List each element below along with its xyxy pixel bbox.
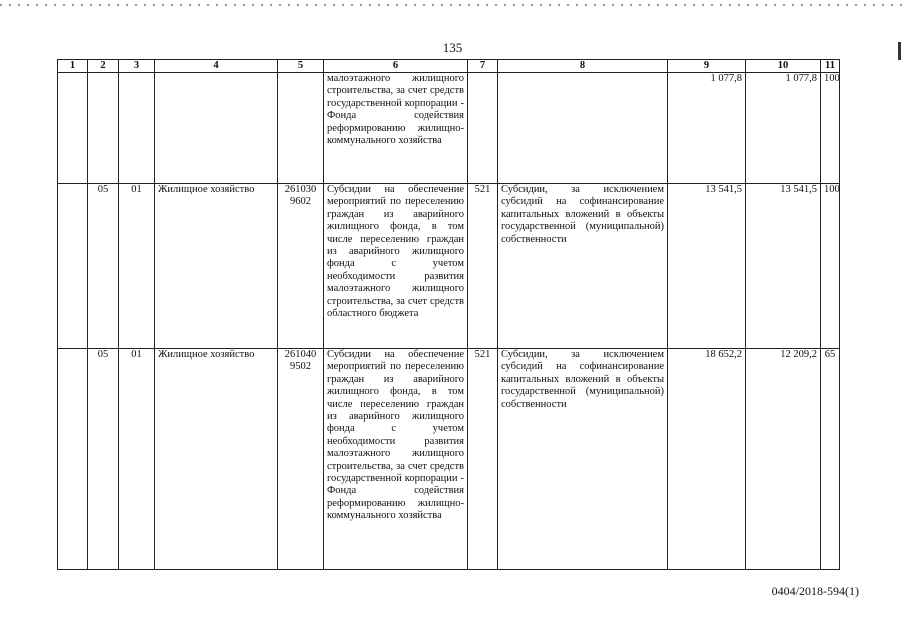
col-header-8: 8 <box>498 60 668 73</box>
col-header-3: 3 <box>119 60 155 73</box>
cell-subsection <box>119 73 155 184</box>
cell-subsection: 01 <box>119 349 155 570</box>
cell-executed: 12 209,2 <box>746 349 821 570</box>
col-header-9: 9 <box>668 60 746 73</box>
cell-1 <box>58 349 88 570</box>
cell-target-code <box>278 73 324 184</box>
cell-executed: 13 541,5 <box>746 184 821 349</box>
cell-executed: 1 077,8 <box>746 73 821 184</box>
cell-percent: 65 <box>821 349 840 570</box>
col-header-6: 6 <box>324 60 468 73</box>
col-header-1: 1 <box>58 60 88 73</box>
header-row <box>58 60 840 73</box>
cell-1 <box>58 184 88 349</box>
cell-planned: 13 541,5 <box>668 184 746 349</box>
table-row <box>58 73 840 184</box>
budget-table <box>57 59 840 570</box>
cell-target-code: 261030 9602 <box>278 184 324 349</box>
col-header-4: 4 <box>155 60 278 73</box>
cell-expense-name: Субсидии, за исключением субсидий на софинансирование капитальных вложений в объекты государственной (муниципальной) собственности <box>498 184 668 349</box>
cell-expense-name <box>498 73 668 184</box>
cell-target-code: 261040 9502 <box>278 349 324 570</box>
table-row <box>58 184 840 349</box>
cell-target-name: Субсидии на обеспечение мероприятий по переселению граждан из аварийного жилищного фонда, в том числе переселению граждан из аварийного жилищного фонда с учетом необходимости развития малоэтажного жилищного строительства, за счет средств областного бюджета <box>324 184 468 349</box>
col-header-2: 2 <box>88 60 119 73</box>
cell-planned: 18 652,2 <box>668 349 746 570</box>
cell-percent: 100 <box>821 73 840 184</box>
cell-expense-code: 521 <box>468 184 498 349</box>
scan-edge-mark <box>898 42 901 60</box>
cell-section: 05 <box>88 184 119 349</box>
col-header-5: 5 <box>278 60 324 73</box>
page-number: 135 <box>442 40 463 55</box>
cell-expense-code: 521 <box>468 349 498 570</box>
cell-1 <box>58 73 88 184</box>
col-header-7: 7 <box>468 60 498 73</box>
cell-section <box>88 73 119 184</box>
cell-percent: 100 <box>821 184 840 349</box>
scan-top-edge <box>0 4 905 6</box>
table-row <box>58 349 840 570</box>
cell-expense-name: Субсидии, за исключением субсидий на софинансирование капитальных вложений в объекты государственной (муниципальной) собственности <box>498 349 668 570</box>
cell-section: 05 <box>88 349 119 570</box>
cell-section-name <box>155 73 278 184</box>
cell-target-name: малоэтажного жилищного строительства, за счет средств государственной корпорации - Фонда содействия реформированию жилищно-коммунального хозяйства <box>324 73 468 184</box>
cell-target-name: Субсидии на обеспечение мероприятий по переселению граждан из аварийного жилищного фонда, в том числе переселению граждан из аварийного жилищного фонда с учетом необходимости развития малоэтажного жилищного строительства, за счет средств государственной корпорации - Фонда содействия реформированию жилищно-коммунального хозяйства <box>324 349 468 570</box>
document-code: 0404/2018-594(1) <box>771 584 859 598</box>
cell-subsection: 01 <box>119 184 155 349</box>
cell-expense-code <box>468 73 498 184</box>
cell-section-name: Жилищное хозяйство <box>155 349 278 570</box>
col-header-11: 11 <box>821 60 840 73</box>
cell-section-name: Жилищное хозяйство <box>155 184 278 349</box>
cell-planned: 1 077,8 <box>668 73 746 184</box>
col-header-10: 10 <box>746 60 821 73</box>
